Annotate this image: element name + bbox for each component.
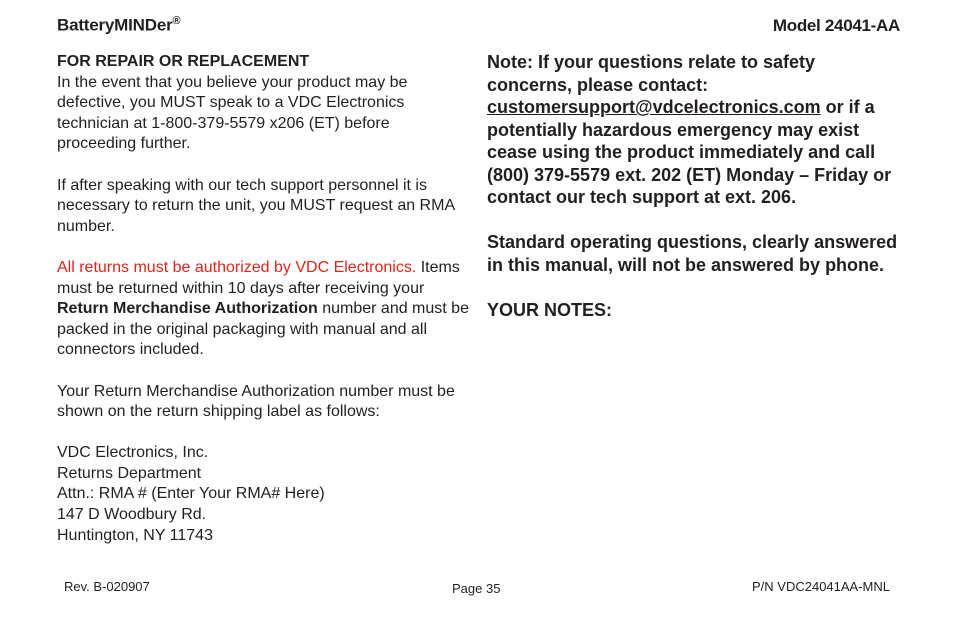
- returns-text-a: Items must be returned within 10 days after receiving your: [57, 258, 460, 297]
- paragraph-returns: [57, 258, 469, 361]
- part-number: P/N VDC24041AA-MNL: [752, 579, 890, 594]
- address-line: Huntington, NY 11743: [57, 526, 213, 544]
- revision-label: Rev. B-020907: [64, 579, 150, 594]
- safety-note-text-b: or if a potentially hazardous emergency may exist cease using the product immediately and call (800) 379-5579 ext. 202 (ET) Monday – Friday or contact our tech support at ext. 206.: [487, 97, 892, 207]
- returns-warning: All returns must be authorized by VDC Electronics.: [57, 258, 417, 276]
- brand-name: BatteryMINDer: [57, 15, 173, 35]
- address-line: Attn.: RMA # (Enter Your RMA# Here): [57, 485, 325, 503]
- address-line: VDC Electronics, Inc.: [57, 444, 209, 462]
- safety-note-text-a: Note: If your questions relate to safety concerns, please contact:: [487, 52, 816, 95]
- standard-questions-note: Standard operating questions, clearly answered in this manual, will not be answered by phone.: [487, 232, 898, 275]
- repair-section: [57, 52, 469, 546]
- paragraph-contact-tech: In the event that you believe your product may be defective, you MUST speak to a VDC Electronics technician at 1-800-379-5579 x206 (ET) before proceeding further.: [57, 73, 408, 153]
- address-line: Returns Department: [57, 464, 202, 482]
- safety-note: [487, 51, 899, 209]
- section-heading: FOR REPAIR OR REPLACEMENT: [57, 53, 310, 70]
- model-number: Model 24041-AA: [772, 16, 900, 35]
- rma-term: Return Merchandise Authorization: [57, 300, 318, 318]
- notes-label: YOUR NOTES:: [487, 299, 613, 320]
- safety-section: [487, 51, 899, 321]
- brand-logo: [57, 15, 180, 36]
- address-line: 147 D Woodbury Rd.: [57, 506, 207, 524]
- page-number: Page 35: [452, 581, 501, 596]
- registered-mark: ®: [172, 15, 181, 27]
- returns-text-b: number and must be packed in the original packaging with manual and all connectors included.: [57, 300, 469, 359]
- return-address: [57, 443, 469, 546]
- support-email-link[interactable]: customersupport@vdcelectronics.com: [487, 97, 821, 117]
- paragraph-shipping-label: Your Return Merchandise Authorization number must be shown on the return shipping label as follows:: [57, 382, 455, 421]
- paragraph-rma-request: If after speaking with our tech support personnel it is necessary to return the unit, you MUST request an RMA number.: [57, 176, 455, 235]
